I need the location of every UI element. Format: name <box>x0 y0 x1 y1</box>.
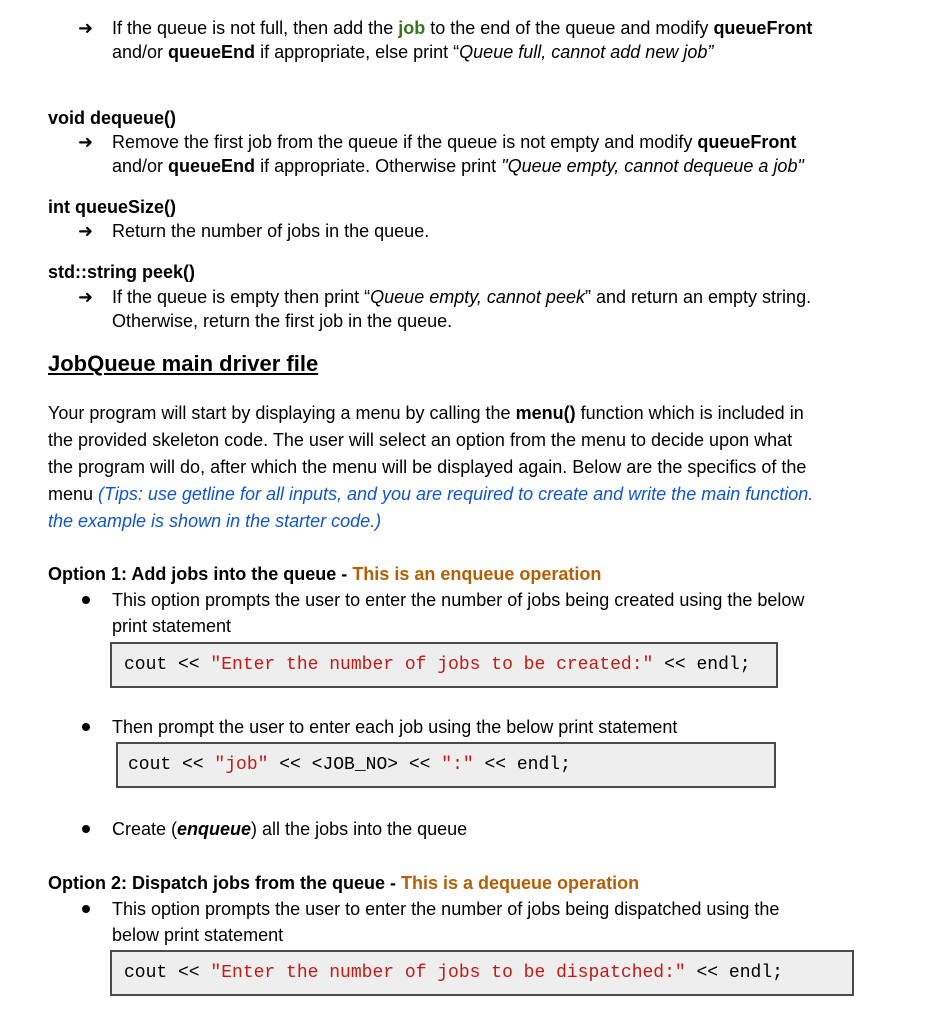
bullet-icon <box>82 723 90 731</box>
arrow-icon: ➜ <box>78 132 94 152</box>
dequeue-desc-line2: and/or queueEnd if appropriate. Otherwise print "Queue empty, cannot dequeue a job" <box>112 156 804 176</box>
arrow-icon: ➜ <box>78 221 94 241</box>
option2-bullet1-line1: This option prompts the user to enter the number of jobs being dispatched using the <box>112 899 780 919</box>
option1-bullet1-line2: print statement <box>112 616 232 636</box>
dequeue-desc-line1: Remove the first job from the queue if the queue is not empty and modify queueFront <box>112 132 797 152</box>
driver-paragraph-line2: the provided skeleton code. The user will select an option from the menu to decide upon what <box>48 430 793 450</box>
driver-paragraph-line1: Your program will start by displaying a menu by calling the menu() function which is included in <box>48 403 804 423</box>
queuesize-signature: int queueSize() <box>48 197 177 217</box>
driver-paragraph-line3: the program will do, after which the menu will be displayed again. Below are the specifics of the <box>48 457 807 477</box>
code-block-job-number: cout << "job" << <JOB_NO> << ":" << endl; <box>116 742 776 788</box>
driver-paragraph-line5: the example is shown in the starter code.) <box>48 511 382 531</box>
enqueue-desc-line1: If the queue is not full, then add the job to the end of the queue and modify queueFront <box>112 18 813 38</box>
bullet-icon <box>82 905 90 913</box>
queuesize-desc: Return the number of jobs in the queue. <box>112 221 430 241</box>
bullet-icon <box>82 825 90 833</box>
option1-bullet2: Then prompt the user to enter each job using the below print statement <box>112 717 678 737</box>
section-heading: JobQueue main driver file <box>48 351 319 376</box>
bullet-icon <box>82 596 90 604</box>
arrow-icon: ➜ <box>78 287 94 307</box>
arrow-icon: ➜ <box>78 18 94 38</box>
code-block-jobs-created: cout << "Enter the number of jobs to be created:" << endl; <box>110 642 778 688</box>
dequeue-signature: void dequeue() <box>48 108 177 128</box>
driver-paragraph-line4: menu (Tips: use getline for all inputs, and you are required to create and write the main function. <box>48 484 814 504</box>
option1-bullet1-line1: This option prompts the user to enter the number of jobs being created using the below <box>112 590 805 610</box>
option2-title: Option 2: Dispatch jobs from the queue - This is a dequeue operation <box>48 873 640 893</box>
peek-desc-line1: If the queue is empty then print “Queue empty, cannot peek” and return an empty string. <box>112 287 812 307</box>
code-block-jobs-dispatched: cout << "Enter the number of jobs to be dispatched:" << endl; <box>110 950 854 996</box>
option2-bullet1-line2: below print statement <box>112 925 284 945</box>
peek-desc-line2: Otherwise, return the first job in the queue. <box>112 311 453 331</box>
option1-bullet3: Create (enqueue) all the jobs into the queue <box>112 819 468 839</box>
peek-signature: std::string peek() <box>48 262 196 282</box>
option1-title: Option 1: Add jobs into the queue - This is an enqueue operation <box>48 564 602 584</box>
enqueue-desc-line2: and/or queueEnd if appropriate, else print “Queue full, cannot add new job” <box>112 42 714 62</box>
